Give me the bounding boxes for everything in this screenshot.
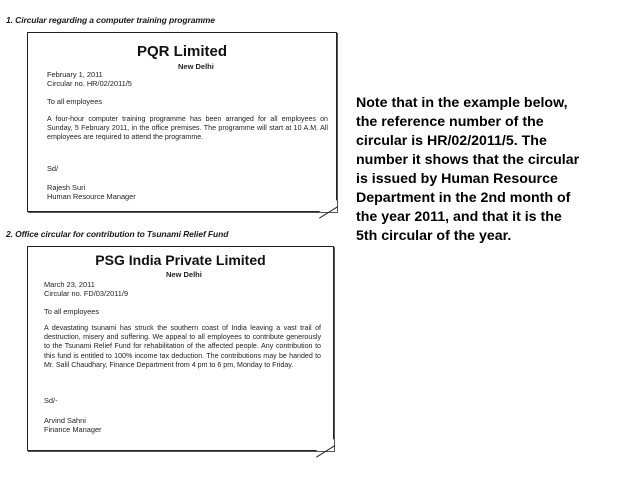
place: New Delhi <box>166 270 202 279</box>
circular-body: A devastating tsunami has struck the southern coast of India leaving a vast trail of destruction, misery and suffering. We appeal to all employees to contribute generously to the Tsunami Relief Fund for rehabilitation of the affected people. Any contribution to this fund is entitled to 100% income tax deduction. The contributions may be handed to Mr. Salil Chaudhary, Finance Department from 4 pm to 6 pm, Monday to Friday. <box>44 324 321 369</box>
note-line: the reference number of the <box>356 114 544 130</box>
note-line: Note that in the example below, <box>356 95 568 111</box>
circular-date: March 23, 2011 <box>44 280 95 289</box>
page-curl-icon <box>319 200 337 212</box>
signature-mark: Sd/ <box>47 164 59 173</box>
company-name: PQR Limited <box>136 43 227 60</box>
circular-body: A four-hour computer training programme has been arranged for all employees on Sunday, 5 February 2011, in the office premises. The programme will start at 10 A.M. All employees are required to attend the programme. <box>47 115 328 142</box>
note-line: number it shows that the circular <box>356 152 580 168</box>
place: New Delhi <box>178 62 214 71</box>
note-line: is issued by Human Resource <box>356 171 558 187</box>
circular-psg-document <box>27 246 334 451</box>
note-line: 5th circular of the year. <box>356 228 512 244</box>
signatory-name: Rajesh Suri <box>47 183 86 192</box>
section2-heading: 2. Office circular for contribution to Tsunami Relief Fund <box>6 229 229 239</box>
note-line: the year 2011, and that it is the <box>356 209 562 225</box>
note-line: circular is HR/02/2011/5. The <box>356 133 547 149</box>
company-name: PSG India Private Limited <box>95 252 266 268</box>
signatory-title: Finance Manager <box>44 425 102 434</box>
circular-date: February 1, 2011 <box>47 70 103 79</box>
circular-number: Circular no. FD/03/2011/9 <box>44 289 129 298</box>
section1-heading: 1. Circular regarding a computer training programme <box>6 15 215 25</box>
page-curl-icon <box>316 439 334 451</box>
circular-pqr-document <box>27 32 337 212</box>
signatory-title: Human Resource Manager <box>47 192 136 201</box>
signatory-name: Arvind Sahni <box>44 416 86 425</box>
salutation: To all employees <box>44 307 100 316</box>
circular-number: Circular no. HR/02/2011/5 <box>47 79 132 88</box>
note-line: Department in the 2nd month of <box>356 190 571 206</box>
salutation: To all employees <box>47 97 103 106</box>
signature-mark: Sd/- <box>44 396 58 405</box>
explanatory-note <box>356 94 631 246</box>
